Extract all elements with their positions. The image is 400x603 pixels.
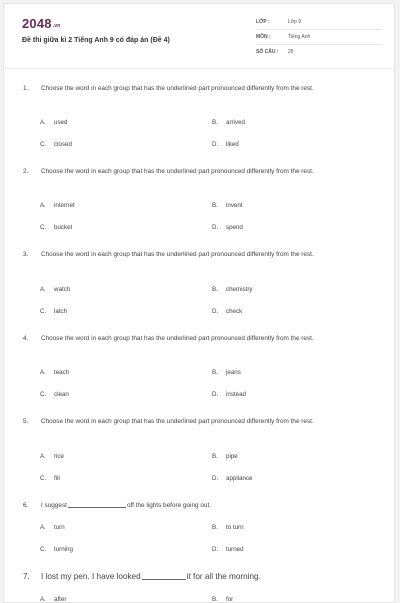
exam-page: $2048^{.vn}$ Đề thi giữa kì 2 Tiếng Anh 9 có đáp án (Đề 4) LỚP : Lớp 9 MÔN : Tiếng Anh SỐ CÂU : 25 1. Choose the word in each group that has the underlined part pronounced differently from the rest. A. used B. arrived C. closed D. liked 2. Choose the word in each group that has the underlined part pronounced differently from the rest. A. internet B. invent C. bucket D. spend 3. Choose the word in each group that has the underlined part pronounced differently from the rest. A. watch B. chemistry C. latch D. check 4. Choose the word in each group that has the underlined part pronounced differently from the rest. A. teach B. jeans C. clean D. instead 5. Choose the word in each group that has the underlined part pronounced differently from the rest. A. rice B. pipe C. fill D. appliance 6. I suggest off the lights before going out. A. turn B. to turn C. turning D. turned 7. I lost my pen. I have looked it for all the morning. A. after B. for bbox=[3, 3, 395, 603]
option-1c[interactable]: C. closed bbox=[40, 141, 72, 148]
option-5d[interactable]: D. appliance bbox=[212, 475, 253, 482]
option-3c[interactable]: C. latch bbox=[40, 308, 68, 315]
option-6a[interactable]: A. turn bbox=[40, 524, 65, 531]
option-6c[interactable]: C. turning bbox=[40, 546, 73, 553]
option-1d[interactable]: D. liked bbox=[212, 141, 239, 148]
option-5c[interactable]: C. fill bbox=[40, 475, 60, 482]
option-7a[interactable]: A. after bbox=[40, 596, 67, 603]
option-5a[interactable]: A. rice bbox=[40, 453, 64, 460]
option-4c[interactable]: C. clean bbox=[40, 391, 69, 398]
option-6d[interactable]: D. turned bbox=[212, 546, 244, 553]
option-7b[interactable]: B. for bbox=[212, 596, 234, 603]
exam-header: $2048^{.vn}$ Đề thi giữa kì 2 Tiếng Anh 9 có đáp án (Đề 4) LỚP : Lớp 9 MÔN : Tiếng Anh SỐ CÂU : 25 bbox=[4, 4, 394, 69]
option-3a[interactable]: A. watch bbox=[40, 286, 71, 293]
option-6b[interactable]: B. to turn bbox=[212, 524, 244, 531]
option-2b[interactable]: B. invent bbox=[212, 202, 243, 209]
option-1b[interactable]: B. arrived bbox=[212, 119, 245, 126]
option-3b[interactable]: B. chemistry bbox=[212, 286, 253, 293]
option-4a[interactable]: A. teach bbox=[40, 369, 70, 376]
answer-blank[interactable] bbox=[142, 579, 186, 580]
option-2a[interactable]: A. internet bbox=[40, 202, 75, 209]
page-title: Đề thi giữa kì 2 Tiếng Anh 9 có đáp án (Đề 4) bbox=[22, 37, 170, 44]
option-5b[interactable]: B. pipe bbox=[212, 453, 238, 460]
option-4b[interactable]: B. jeans bbox=[212, 369, 241, 376]
option-2d[interactable]: D. spend bbox=[212, 224, 243, 231]
option-2c[interactable]: C. bucket bbox=[40, 224, 73, 231]
option-4d[interactable]: D. instead bbox=[212, 391, 246, 398]
answer-blank[interactable] bbox=[68, 507, 126, 508]
option-1a[interactable]: A. used bbox=[40, 119, 68, 126]
option-3d[interactable]: D. check bbox=[212, 308, 243, 315]
site-logo[interactable]: $2048^{.vn}$ bbox=[22, 16, 61, 31]
